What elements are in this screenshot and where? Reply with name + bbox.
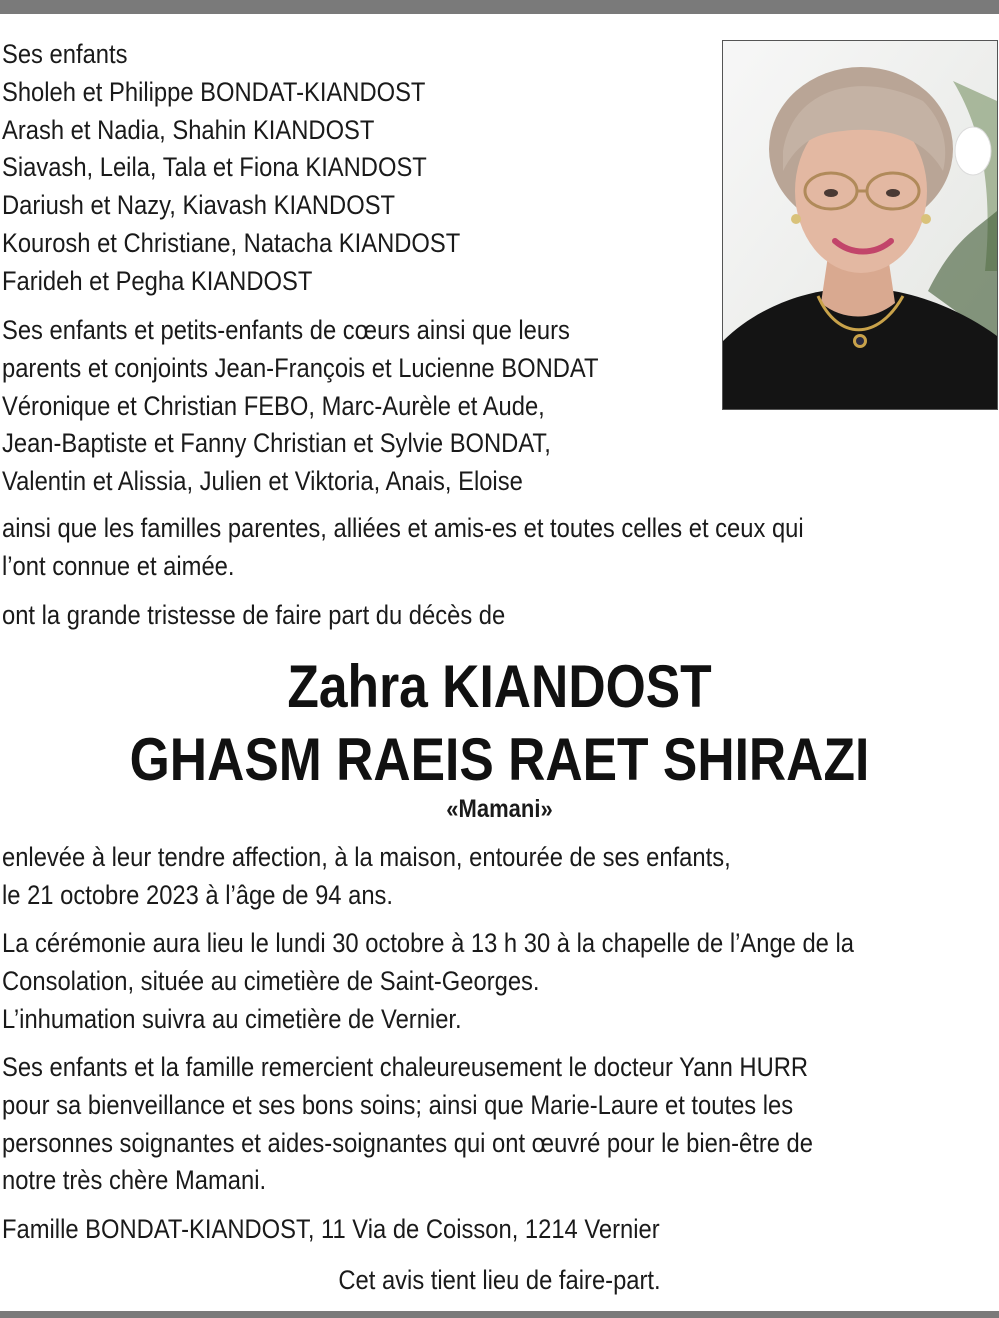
thanks-line: pour sa bienveillance et ses bons soins; ainsi que Marie-Laure et toutes les xyxy=(2,1089,794,1120)
bottom-rule xyxy=(0,1311,999,1318)
deceased-nickname: «Mamani» xyxy=(446,795,553,823)
death-section xyxy=(2,839,731,915)
heart-children-line: Valentin et Alissia, Julien et Viktoria, Anais, Eloise xyxy=(2,466,523,497)
families-line: l’ont connue et aimée. xyxy=(2,550,235,581)
footer-note: Cet avis tient lieu de faire-part. xyxy=(338,1265,661,1295)
child-line: Arash et Nadia, Shahin KIANDOST xyxy=(2,114,375,145)
heart-children-line: Véronique et Christian FEBO, Marc-Aurèle et Aude, xyxy=(2,390,545,421)
heart-children-line: parents et conjoints Jean-François et Lucienne BONDAT xyxy=(2,352,599,383)
top-rule xyxy=(0,0,999,14)
ceremony-line: Consolation, située au cimetière de Saint-Georges. xyxy=(2,965,540,996)
heart-children-section xyxy=(2,312,599,501)
child-line: Kourosh et Christiane, Natacha KIANDOST xyxy=(2,227,461,258)
announcement xyxy=(2,597,505,635)
children-section xyxy=(2,36,460,301)
death-line: le 21 octobre 2023 à l’âge de 94 ans. xyxy=(2,879,394,910)
child-line: Farideh et Pegha KIANDOST xyxy=(2,265,313,296)
thanks-line: personnes soignantes et aides-soignantes qui ont œuvré pour le bien-être de xyxy=(2,1127,813,1158)
deceased-name-line2: GHASM RAEIS RAET SHIRAZI xyxy=(129,726,870,793)
ceremony-line: La cérémonie aura lieu le lundi 30 octobre à 13 h 30 à la chapelle de l’Ange de la xyxy=(2,928,855,958)
heart-children-line: Jean-Baptiste et Fanny Christian et Sylvie BONDAT, xyxy=(2,428,551,459)
thanks-line: Ses enfants et la famille remercient chaleureusement le docteur Yann HURR xyxy=(2,1052,809,1082)
child-line: Sholeh et Philippe BONDAT-KIANDOST xyxy=(2,76,426,107)
portrait-illustration xyxy=(723,41,997,409)
family-address-text: Famille BONDAT-KIANDOST, 11 Via de Coisson, 1214 Vernier xyxy=(2,1214,660,1244)
families-section xyxy=(2,510,804,586)
deceased-name-line1: Zahra KIANDOST xyxy=(287,653,712,720)
announcement-text: ont la grande tristesse de faire part du décès de xyxy=(2,600,506,630)
child-line: Dariush et Nazy, Kiavash KIANDOST xyxy=(2,190,396,221)
portrait-photo xyxy=(722,40,998,410)
children-heading: Ses enfants xyxy=(2,39,128,69)
child-line: Siavash, Leila, Tala et Fiona KIANDOST xyxy=(2,152,427,183)
family-address xyxy=(2,1211,660,1249)
families-line: ainsi que les familles parentes, alliées et amis-es et toutes celles et ceux qui xyxy=(2,513,804,543)
heart-children-line: Ses enfants et petits-enfants de cœurs ainsi que leurs xyxy=(2,315,570,345)
ceremony-section xyxy=(2,925,854,1038)
thanks-section xyxy=(2,1049,813,1200)
ceremony-line: L’inhumation suivra au cimetière de Vernier. xyxy=(2,1003,462,1034)
thanks-line: notre très chère Mamani. xyxy=(2,1165,267,1196)
death-line: enlevée à leur tendre affection, à la maison, entourée de ses enfants, xyxy=(2,842,731,872)
